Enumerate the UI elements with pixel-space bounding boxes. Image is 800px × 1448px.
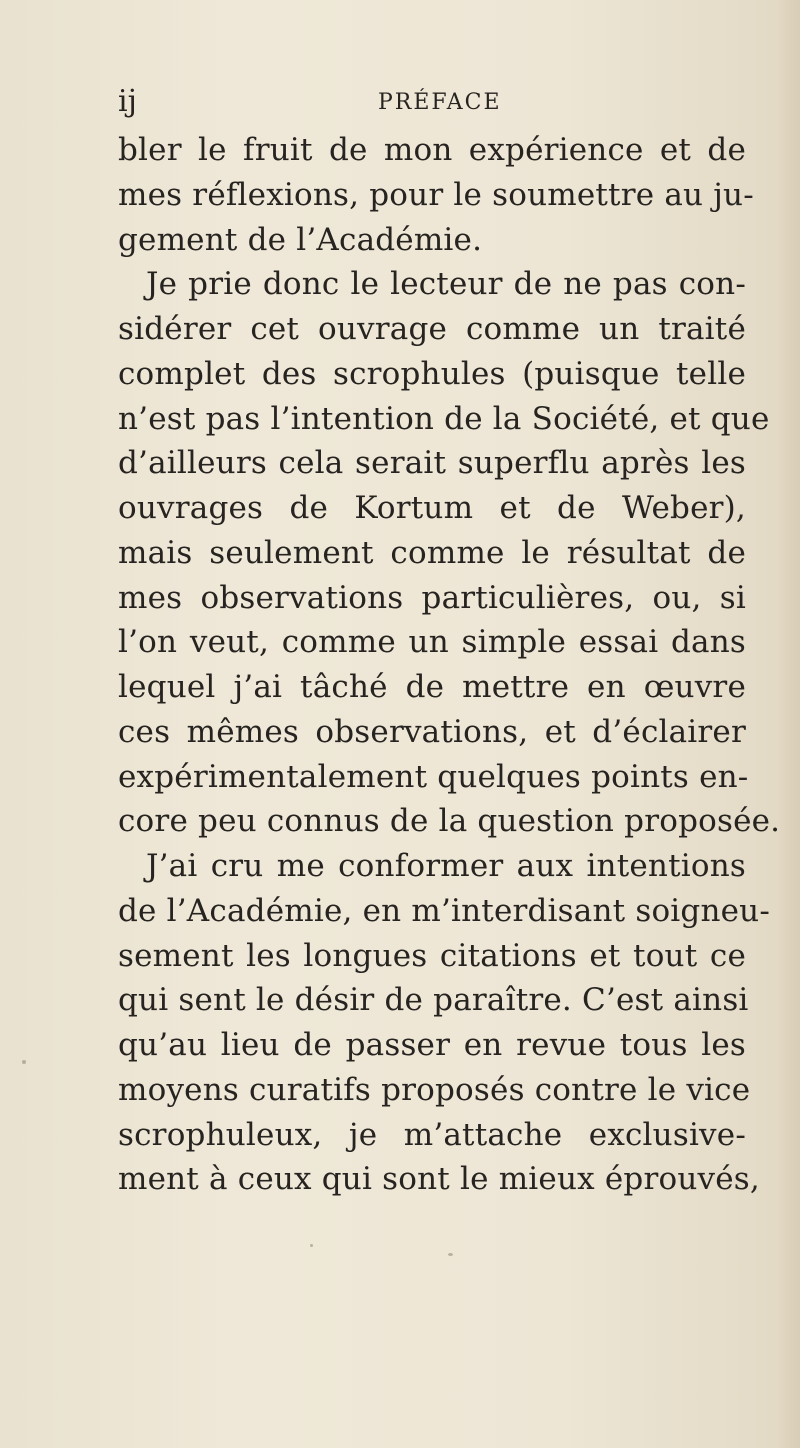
text-line: expérimentalement quelques points en- xyxy=(118,758,749,795)
text-line: mais seulement comme le résultat de xyxy=(118,534,746,571)
body-text xyxy=(118,128,781,1202)
page-number: ij xyxy=(118,84,137,119)
text-line: de l’Académie, en m’interdisant soigneu- xyxy=(118,892,771,929)
paper-speck xyxy=(310,1244,313,1247)
text-line: ces mêmes observations, et d’éclairer xyxy=(118,713,746,750)
text-line: moyens curatifs proposés contre le vice xyxy=(118,1071,751,1108)
text-line: n’est pas l’intention de la Société, et que xyxy=(118,400,770,437)
text-line: J’ai cru me conformer aux intentions xyxy=(146,848,746,884)
text-line: mes observations particulières, ou, si xyxy=(118,579,746,616)
text-line: ouvrages de Kortum et de Weber), xyxy=(118,490,746,526)
paper-speck xyxy=(448,1253,453,1256)
text-line: qui sent le désir de paraître. C’est ainsi xyxy=(118,982,749,1019)
text-line: lequel j’ai tâché de mettre en œuvre xyxy=(118,669,746,705)
text-line: core peu connus de la question proposée. xyxy=(118,803,781,840)
text-line: sement les longues citations et tout ce xyxy=(118,937,746,974)
text-line: sidérer cet ouvrage comme un traité xyxy=(118,311,746,347)
text-line: bler le fruit de mon expérience et de xyxy=(118,132,746,168)
text-line: d’ailleurs cela serait superflu après les xyxy=(118,445,746,482)
text-line: mes réflexions, pour le soumettre au ju- xyxy=(118,176,754,213)
text-line: Je prie donc le lecteur de ne pas con- xyxy=(146,266,746,303)
running-head-title: PRÉFACE xyxy=(378,90,502,115)
text-line: scrophuleux, je m’attache exclusive- xyxy=(118,1116,746,1153)
text-line: ment à ceux qui sont le mieux éprouvés, xyxy=(118,1161,760,1198)
text-line: complet des scrophules (puisque telle xyxy=(118,355,746,392)
text-line: qu’au lieu de passer en revue tous les xyxy=(118,1027,746,1063)
text-line: gement de l’Académie. xyxy=(118,221,483,258)
paper-speck xyxy=(22,1060,26,1064)
text-line: l’on veut, comme un simple essai dans xyxy=(118,624,746,661)
running-head xyxy=(118,82,746,122)
